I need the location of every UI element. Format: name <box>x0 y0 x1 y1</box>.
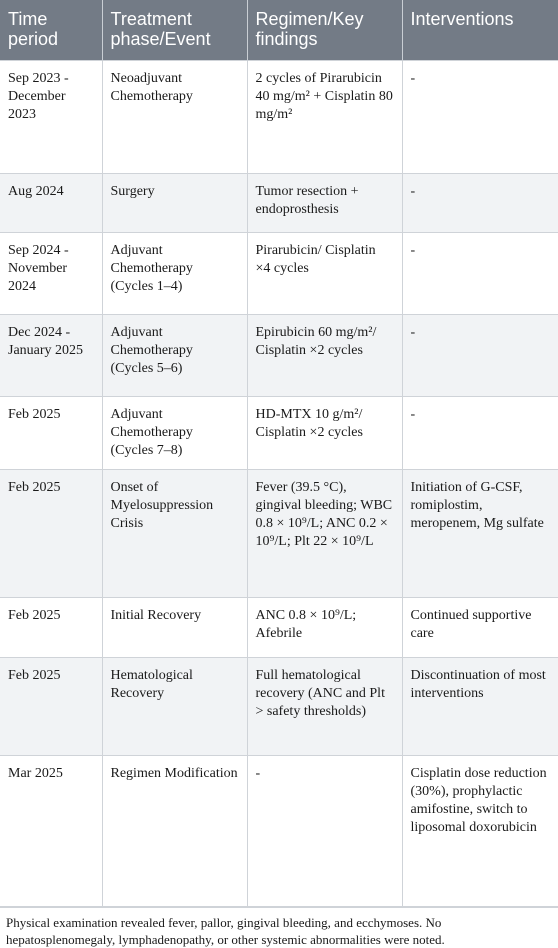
table-row <box>0 61 558 174</box>
cell-time-period: Feb 2025 <box>0 470 102 598</box>
header-treatment-phase: Treatment phase/Event <box>102 0 247 61</box>
table-row <box>0 174 558 233</box>
cell-treatment-phase: Adjuvant Chemotherapy (Cycles 5–6) <box>102 315 247 397</box>
cell-time-period: Feb 2025 <box>0 658 102 756</box>
cell-interventions: - <box>402 315 558 397</box>
cell-treatment-phase: Adjuvant Chemotherapy (Cycles 7–8) <box>102 397 247 470</box>
cell-interventions: - <box>402 61 558 174</box>
table-row <box>0 756 558 907</box>
header-time-period: Time period <box>0 0 102 61</box>
table-footnote: Physical examination revealed fever, pallor, gingival bleeding, and ecchymoses. No hepatosplenomegaly, lymphadenopathy, or other systemic abnormalities were noted. <box>0 907 558 948</box>
cell-regimen: Fever (39.5 °C), gingival bleeding; WBC 0.8 × 10⁹/L; ANC 0.2 × 10⁹/L; Plt 22 × 10⁹/L <box>247 470 402 598</box>
cell-time-period: Sep 2023 - December 2023 <box>0 61 102 174</box>
cell-interventions: Initiation of G-CSF, romiplostim, meropenem, Mg sulfate <box>402 470 558 598</box>
cell-treatment-phase: Initial Recovery <box>102 598 247 658</box>
table-row <box>0 598 558 658</box>
cell-treatment-phase: Surgery <box>102 174 247 233</box>
table-row <box>0 397 558 470</box>
cell-regimen: Pirarubicin/ Cisplatin ×4 cycles <box>247 233 402 315</box>
header-interventions: Interventions <box>402 0 558 61</box>
cell-regimen: Epirubicin 60 mg/m²/ Cisplatin ×2 cycles <box>247 315 402 397</box>
cell-treatment-phase: Hematological Recovery <box>102 658 247 756</box>
cell-time-period: Feb 2025 <box>0 397 102 470</box>
header-regimen-findings: Regimen/Key findings <box>247 0 402 61</box>
cell-interventions: Continued supportive care <box>402 598 558 658</box>
cell-time-period: Sep 2024 - November 2024 <box>0 233 102 315</box>
cell-regimen: - <box>247 756 402 907</box>
cell-interventions: - <box>402 233 558 315</box>
cell-treatment-phase: Regimen Modification <box>102 756 247 907</box>
cell-regimen: Tumor resection + endoprosthesis <box>247 174 402 233</box>
cell-time-period: Mar 2025 <box>0 756 102 907</box>
table-row <box>0 658 558 756</box>
cell-time-period: Dec 2024 - January 2025 <box>0 315 102 397</box>
cell-interventions: - <box>402 174 558 233</box>
cell-regimen: HD-MTX 10 g/m²/ Cisplatin ×2 cycles <box>247 397 402 470</box>
cell-regimen: ANC 0.8 × 10⁹/L; Afebrile <box>247 598 402 658</box>
table-row <box>0 470 558 598</box>
table-row <box>0 233 558 315</box>
cell-regimen: Full hematological recovery (ANC and Plt > safety thresholds) <box>247 658 402 756</box>
cell-interventions: Discontinuation of most interventions <box>402 658 558 756</box>
cell-regimen: 2 cycles of Pirarubicin 40 mg/m² + Cisplatin 80 mg/m² <box>247 61 402 174</box>
table-header-row <box>0 0 558 61</box>
cell-time-period: Feb 2025 <box>0 598 102 658</box>
table-row <box>0 315 558 397</box>
cell-treatment-phase: Neoadjuvant Chemotherapy <box>102 61 247 174</box>
cell-time-period: Aug 2024 <box>0 174 102 233</box>
cell-treatment-phase: Onset of Myelosuppression Crisis <box>102 470 247 598</box>
cell-interventions: Cisplatin dose reduction (30%), prophylactic amifostine, switch to liposomal doxorubicin <box>402 756 558 907</box>
cell-treatment-phase: Adjuvant Chemotherapy (Cycles 1–4) <box>102 233 247 315</box>
cell-interventions: - <box>402 397 558 470</box>
